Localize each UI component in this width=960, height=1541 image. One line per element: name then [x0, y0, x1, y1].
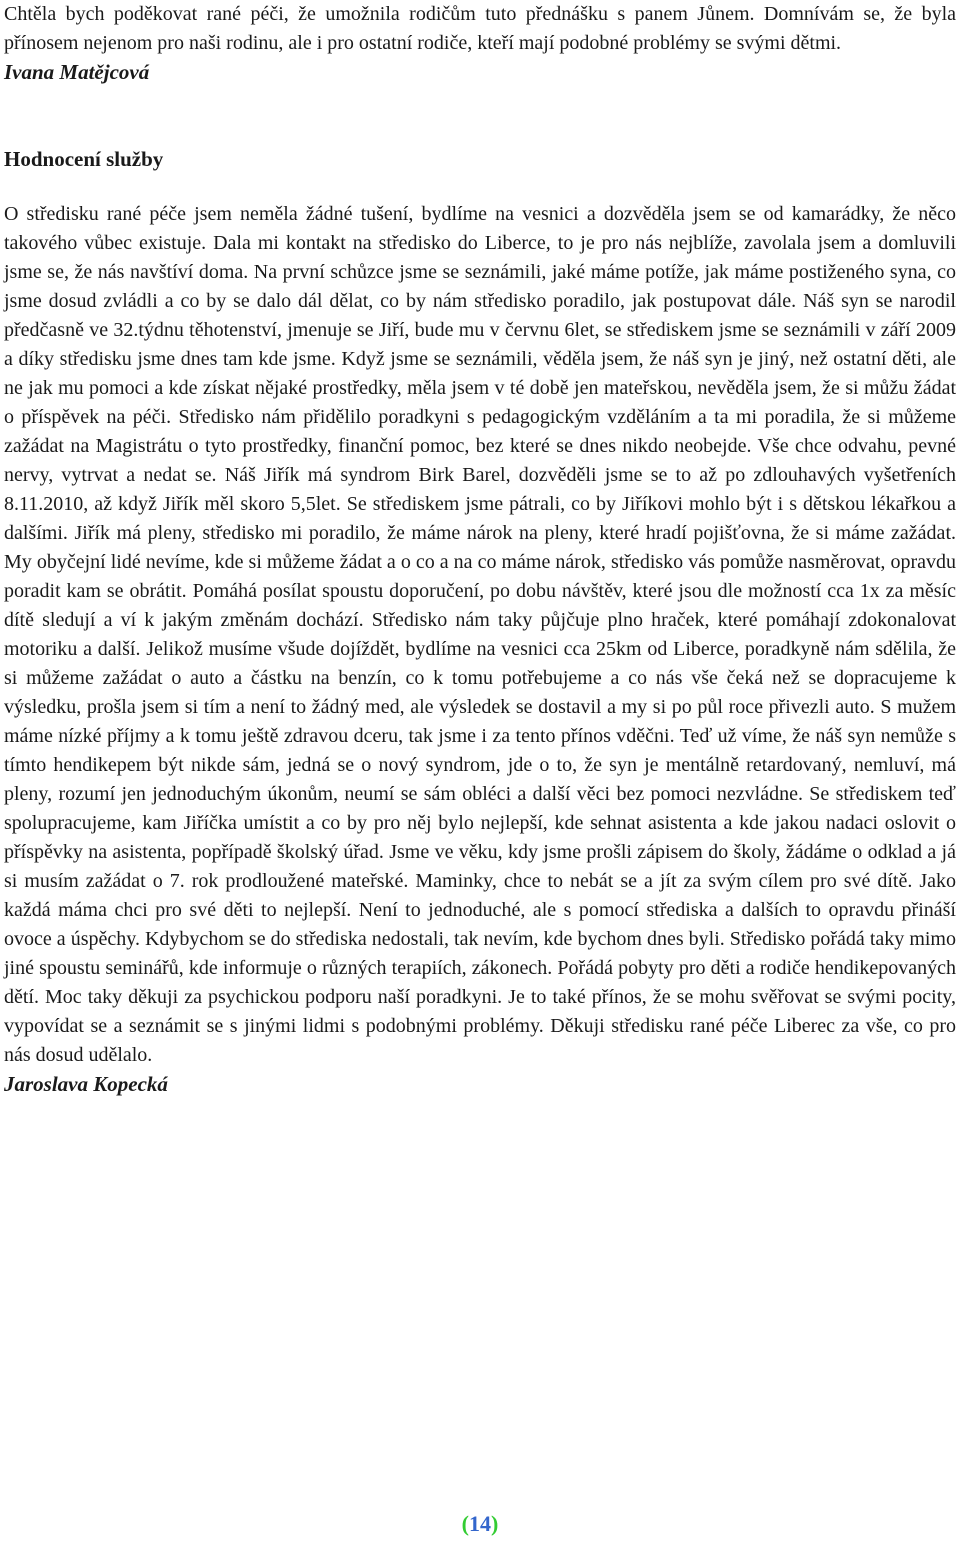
intro-author-signature: Ivana Matějcová — [4, 60, 150, 84]
page-number-close-paren: ) — [491, 1511, 499, 1536]
spacer — [4, 87, 956, 145]
spacer — [4, 174, 956, 200]
section-body-paragraph: O středisku rané péče jsem neměla žádné tušení, bydlíme na vesnici a dozvěděla jsem se od kamarádky, že něco takového vůbec existuje. Dala mi kontakt na středisko do Liberce, to je pro nás nejblíže, zavolala jsem a domluvili jsme se, že nás navštíví doma. Na první schůzce jsme se seznámili, jaké máme potíže, jak máme postiženého syna, co jsme dosud zvládli a co by se dalo dál dělat, co by nám středisko poradilo, jak postupovat dále. Náš syn se narodil předčasně ve 32.týdnu těhotenství, jmenuje se Jiří, bude mu v červnu 6let, se střediskem jsme se seznámili v září 2009 a díky středisku jsme dnes tam kde jsme. Když jsme se seznámili, věděla jsem, že náš syn je jiný, než ostatní děti, ale ne jak mu pomoci a kde získat nějaké prostředky, měla jsem v té době jen mateřskou, nevěděla jsem, že si můžu žádat o příspěvek na péči. Středisko nám přidělilo poradkyni s pedagogickým vzděláním a ta mi poradila, že si můžeme zažádat na Magistrátu o tyto prostředky, finanční pomoc, bez které se dnes nikdo neobejde. Vše chce odvahu, pevné nervy, vytrvat a nedat se. Náš Jiřík má syndrom Birk Barel, dozvěděli jsme se to až po zdlouhavých vyšetřeních 8.11.2010, až když Jiřík měl skoro 5,5let. Se střediskem jsme pátrali, co by Jiříkovi mohlo být i s dětskou lékařkou a dalšími. Jiřík má pleny, středisko mi poradilo, že máme nárok na pleny, které hradí pojišťovna, že si máme zažádat. My obyčejní lidé nevíme, kde si můžeme žádat a o co a na co máme nárok, středisko vás pomůže nasměrovat, opravdu poradit kam se obrátit. Pomáhá posílat spoustu doporučení, po dobu návštěv, které jsou dle možností cca 1x za měsíc dítě sledují a ví k jakým změnám dochází. Středisko nám taky půjčuje plno hraček, které pomáhají zdokonalovat motoriku a další. Jelikož musíme všude dojíždět, bydlíme na vesnici cca 25km od Liberce, poradkyně nám sdělila, že si můžeme zažádat o auto a částku na benzín, co k tomu potřebujeme a co nás vše čeká než se dopracujeme k výsledku, prošla jsem si tím a není to žádný med, ale výsledek se dostavil a my si po půl roce přivezli auto. S mužem máme nízké příjmy a k tomu ještě zdravou dceru, tak jsme i za tento přínos vděčni. Teď už víme, že náš syn nemůže s tímto hendikepem být nikde sám, jedná se o nový syndrom, jde o to, že syn je mentálně retardovaný, nemluví, má pleny, rozumí jen jednoduchým úkonům, neumí se sám obléci a další věci bez pomoci nezvládne. Se střediskem teď spolupracujeme, kam Jiříčka umístit a co by pro něj bylo nejlepší, kde sehnat asistenta a kde jakou nadaci oslovit o příspěvky na asistenta, popřípadě školský úřad. Jsme ve věku, kdy jsme prošli zápisem do školy, žádáme o odklad a já si musím zažádat o 7. rok prodloužené mateřské. Maminky, chce to nebát se a jít za svým cílem pro své dítě. Jako každá máma chci pro své děti to nejlepší. Není to jednoduché, ale s pomocí střediska a dalších to opravdu přináší ovoce a úspěchy. Kdybychom se do střediska nedostali, tak nevím, kde bychom dnes byli. Středisko pořádá taky mimo jiné spoustu seminářů, kde informuje o různých terapiích, zákonech. Pořádá pobyty pro děti a rodiče hendikepovaných dětí. Moc taky děkuji za psychickou podporu naší poradkyni. Je to také přínos, že se mohu svěřovat se svými pocity, vypovídat se a seznámit se s jinými lidmi s podobnými problémy. Děkuji středisku rané péče Liberec za vše, co pro nás dosud udělalo. — [4, 203, 956, 1066]
document-page — [4, 0, 956, 1099]
intro-paragraph: Chtěla bych poděkovat rané péči, že umožnila rodičům tuto přednášku s panem Jůnem. Domnívám se, že byla přínosem nejenom pro naši rodinu, ale i pro ostatní rodiče, kteří mají podobné problémy se svými dětmi. — [4, 3, 956, 54]
page-number — [0, 1511, 960, 1537]
section-author-signature: Jaroslava Kopecká — [4, 1072, 168, 1096]
page-number-value: 14 — [469, 1511, 491, 1536]
section-heading: Hodnocení služby — [4, 147, 164, 171]
page-number-open-paren: ( — [461, 1511, 469, 1536]
